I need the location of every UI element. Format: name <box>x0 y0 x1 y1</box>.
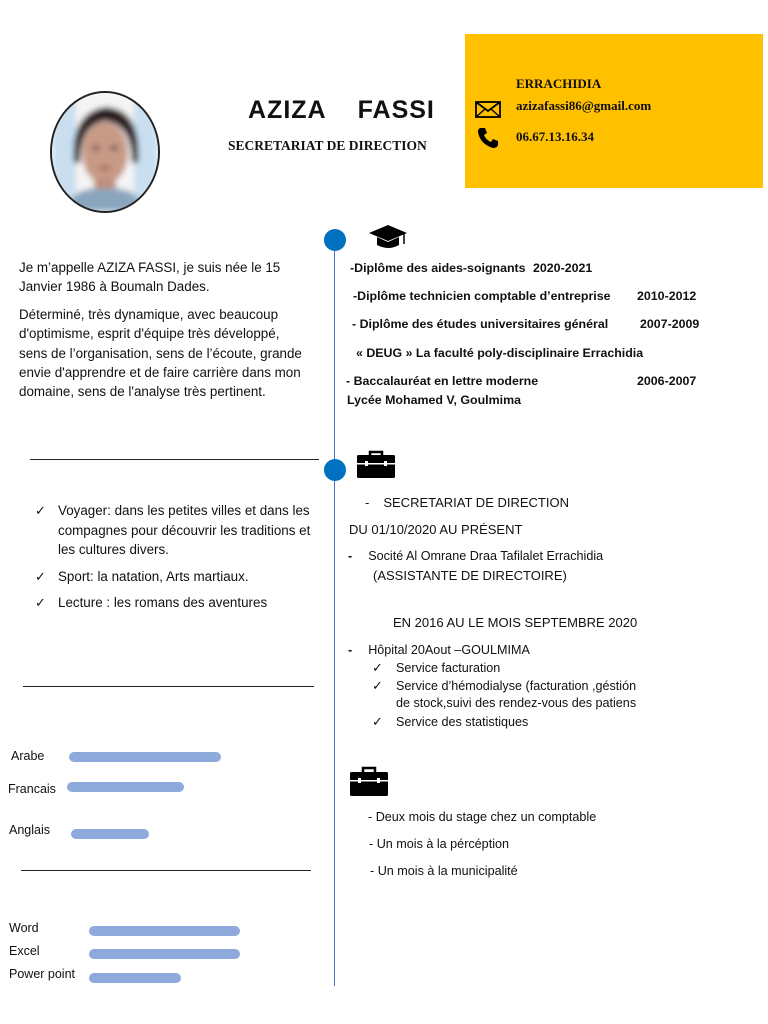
language-label: Francais <box>8 782 56 796</box>
language-level-bar <box>67 782 184 792</box>
task-text: Service des statistiques <box>396 715 529 729</box>
profile-traits: Déterminé, très dynamique, avec beaucoup d'optimisme, esprit d'équipe très développé, sens de l’organisation, sens de l’écoute, grande envie d'apprendre et de faire carrière dans mon domaine, sens de l'analyse très pertinent. <box>19 307 302 400</box>
education-years: 2020-2021 <box>533 261 593 275</box>
education-item: - Baccalauréat en lettre moderne <box>346 374 539 388</box>
hobbies-list <box>35 501 325 613</box>
education-item: - Diplôme des études universitaires général <box>352 317 609 331</box>
education-item: -Diplôme technicien comptable d’entreprise <box>353 289 611 303</box>
task-text: Service d’hémodialyse (facturation ,géstión <box>396 679 637 693</box>
checkmark-icon: ✓ <box>35 503 46 518</box>
education-years: 2006-2007 <box>637 374 697 388</box>
language-level-bar <box>69 752 221 762</box>
task-text: Service facturation <box>396 661 501 675</box>
checkmark-icon: ✓ <box>372 660 383 675</box>
divider <box>23 686 314 687</box>
internship-item: - Un mois à la pércéption <box>369 837 509 851</box>
experience-role: (ASSISTANTE DE DIRECTOIRE) <box>373 568 567 583</box>
profile-intro: Je m’appelle AZIZA FASSI, je suis née le 15 Janvier 1986 à Boumaln Dades. <box>19 260 281 295</box>
software-level-bar <box>89 973 181 983</box>
checkmark-icon: ✓ <box>35 568 46 584</box>
education-item: Lycée Mohamed V, Goulmima <box>347 393 521 407</box>
task-text-continued: de stock,suivi des rendez-vous des patiens <box>396 696 637 710</box>
experience-period: EN 2016 AU LE MOIS SEPTEMBRE 2020 <box>393 615 638 630</box>
timeline-line <box>334 230 335 986</box>
experience-company: Socité Al Omrane Draa Tafilalet Errachidia <box>368 549 604 563</box>
list-item <box>35 567 325 587</box>
profile-photo <box>50 91 160 213</box>
task-item <box>372 678 636 694</box>
task-item <box>372 660 500 676</box>
education-item: « DEUG » La faculté poly-disciplinaire Errachidia <box>356 346 644 360</box>
language-label: Anglais <box>9 823 50 837</box>
experience-company-row: - Hôpital 20Aout –GOULMIMA <box>348 643 530 657</box>
timeline-dot-education <box>324 229 346 251</box>
language-label: Arabe <box>11 749 45 763</box>
software-label: Excel <box>9 944 40 958</box>
hobby-text: Sport: la natation, Arts martiaux. <box>58 568 249 584</box>
list-item <box>35 501 325 560</box>
last-name: FASSI <box>357 96 435 124</box>
education-item: -Diplôme des aides-soignants <box>350 261 526 275</box>
checkmark-icon: ✓ <box>35 595 46 610</box>
task-item <box>372 714 528 730</box>
contact-phone[interactable]: 06.67.13.16.34 <box>516 129 594 144</box>
candidate-name <box>248 96 435 125</box>
hobby-text: Lecture : les romans des aventures <box>58 595 268 610</box>
envelope-icon <box>475 101 501 123</box>
software-label: Word <box>9 921 39 935</box>
checkmark-icon: ✓ <box>372 714 383 729</box>
experience-company: Hôpital 20Aout –GOULMIMA <box>368 643 530 657</box>
contact-box <box>465 34 763 188</box>
language-level-bar <box>71 829 149 839</box>
education-years: 2007-2009 <box>640 317 700 331</box>
first-name: AZIZA <box>248 96 326 124</box>
experience-title: SECRETARIAT DE DIRECTION <box>383 495 569 510</box>
experience-period: DU 01/10/2020 AU PRÉSENT <box>349 522 523 537</box>
education-years: 2010-2012 <box>637 289 697 303</box>
software-level-bar <box>89 949 240 959</box>
contact-city: ERRACHIDIA <box>516 76 602 91</box>
software-label: Power point <box>9 967 76 981</box>
hobby-text: Voyager: dans les petites villes et dans les compagnes pour découvrir les traditions et les cultures divers. <box>58 503 311 557</box>
timeline-dot-experience <box>324 459 346 481</box>
phone-icon <box>476 126 500 155</box>
software-level-bar <box>89 926 240 936</box>
internship-item: - Un mois à la municipalité <box>370 864 518 878</box>
job-title: SECRETARIAT DE DIRECTION <box>228 138 427 153</box>
divider <box>30 459 319 460</box>
experience-title-row: - SECRETARIAT DE DIRECTION <box>365 495 569 510</box>
briefcase-icon <box>357 450 395 483</box>
briefcase-icon <box>350 766 388 801</box>
graduation-cap-icon <box>368 223 408 256</box>
checkmark-icon: ✓ <box>372 678 383 693</box>
divider <box>21 870 311 871</box>
experience-company-row: - Socité Al Omrane Draa Tafilalet Errachidia <box>348 549 604 563</box>
internship-item: - Deux mois du stage chez un comptable <box>368 810 597 824</box>
contact-email[interactable]: azizafassi86@gmail.com <box>516 98 652 113</box>
list-item <box>35 593 325 613</box>
